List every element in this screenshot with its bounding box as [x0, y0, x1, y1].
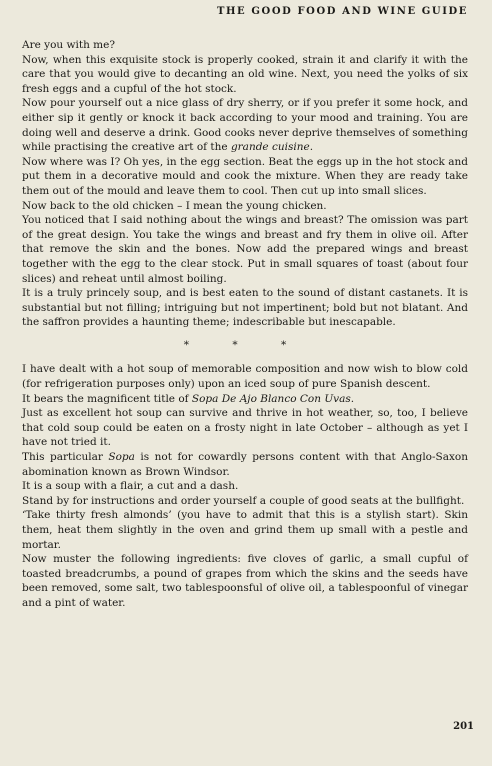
paragraph: ‘Take thirty fresh almonds’ (you have to admit that this is a stylish start). Skin them, heat them slightly in the oven and grind them up small with a pestle and mortar. — [22, 509, 468, 551]
page-body — [22, 38, 468, 611]
paragraph: Now back to the old chicken – I mean the young chicken. — [22, 199, 327, 212]
paragraph: You noticed that I said nothing about the wings and breast? The omission was part of the great design. You take the wings and breast and fry them in olive oil. After that remove the skin and the bones. Now add the prepared wings and breast together with the egg to the clear stock. Put in small squares of toast (about four slices) and reheat until almost boiling. — [22, 214, 468, 285]
paragraph: Now muster the following ingredients: five cloves of garlic, a small cupful of toasted breadcrumbs, a pound of grapes from which the skins and the seeds have been removed, some salt, two tablespoonsful of olive oil, a tablespoonful of vinegar and a pint of water. — [22, 553, 468, 609]
paragraph: It is a soup with a flair, a cut and a dash. — [22, 480, 239, 493]
page-number: 201 — [453, 721, 474, 732]
running-header: THE GOOD FOOD AND WINE GUIDE — [216, 6, 468, 17]
paragraph: Now where was I? Oh yes, in the egg section. Beat the eggs up in the hot stock and put them in a decorative mould and cook the mixture. When they are ready take them out of the mould and leave them to cool. Then cut up into small slices. — [22, 155, 468, 197]
paragraph: It is a truly princely soup, and is best eaten to the sound of distant castanets. It is substantial but not filling; intriguing but not impertinent; bold but not blatant. And the saffron provides a haunting theme; indescribable but inescapable. — [22, 287, 468, 329]
paragraph: Stand by for instructions and order yourself a couple of good seats at the bullfight. — [22, 494, 465, 507]
paragraph: Are you with me? — [22, 39, 115, 51]
paragraph: I have dealt with a hot soup of memorable composition and now wish to blow cold (for refrigeration purposes only) upon an iced soup of pure Spanish descent. — [22, 363, 468, 391]
paragraph: This particular Sopa is not for cowardly persons content with that Anglo-Saxon abomination known as Brown Windsor. — [22, 451, 468, 478]
italic-phrase: Sopa De Ajo Blanco Con Uvas — [191, 392, 351, 405]
paragraph: Now, when this exquisite stock is properly cooked, strain it and clarify it with the care that you would give to decanting an old wine. Next, you need the yolks of six fresh eggs and a cupful of the hot stock. — [22, 53, 468, 95]
italic-phrase: grande cuisine — [230, 141, 310, 154]
section-separator: * * * — [183, 338, 307, 351]
paragraph: It bears the magnificent title of Sopa De Ajo Blanco Con Uvas. — [22, 392, 355, 405]
italic-phrase: Sopa — [108, 451, 135, 464]
paragraph: Just as excellent hot soup can survive and thrive in hot weather, so, too, I believe that cold soup could be eaten on a frosty night in late October – although as yet I have not tried it. — [22, 407, 468, 449]
paragraph: Now pour yourself out a nice glass of dry sherry, or if you prefer it some hock, and either sip it gently or knock it back according to your mood and training. You are doing well and deserve a drink. Good cooks never deprive themselves of something while practising the creative art of the grande cuisine. — [22, 97, 468, 154]
